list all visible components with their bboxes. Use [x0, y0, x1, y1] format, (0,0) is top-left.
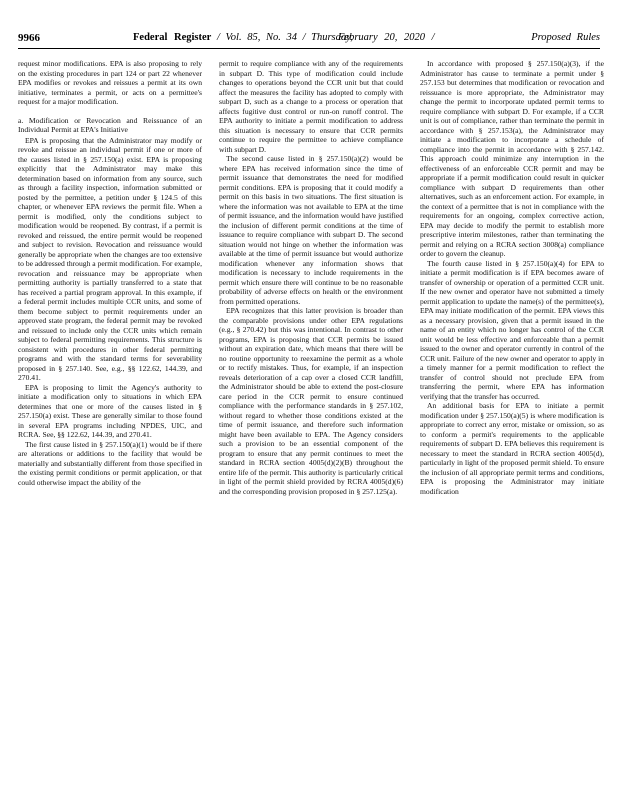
paragraph: The second cause listed in § 257.150(a)(2) would be where EPA has received information since the time of permit issuance that demonstrates the need for modified permit conditions. EPA is proposing that it could modify a permit on this basis in two situations. The first situation is where the information was not available to EPA at the time of permit issuance, and the information would have justified the inclusion of different permit conditions at the time of issuance to require compliance with subpart D. The second situation would not hinge on whether the information was available at the time of permit issuance but would authorize modification whenever any information shows that modification is necessary to include requirements in the permit which ensure there will continue to be no reasonable probability of adverse effects on health or the environment from permitted operations. [219, 154, 403, 306]
paragraph: The fourth cause listed in § 257.150(a)(4) for EPA to initiate a permit modification is if EPA becomes aware of transfer of ownership or operation of a permitted CCR unit. If the new owner and operator have not submitted a timely permit application to update the name(s) of the permittee(s), EPA may initiate modification of the permit. EPA views this as a necessary provision, given that a permit issued in the name of an entity which no longer has control of the CCR unit would be less effective and enforceable than a permit issued to the owner and operator currently in control of the CCR unit. Failure of the new owner and operator to apply in a timely manner for a permit modification to reflect the transfer of control should not preclude EPA from transferring the permit, where EPA has information verifying that the transfer has occurred. [420, 258, 604, 401]
volume-issue: / Vol. 85, No. 34 / Thursday, [217, 32, 353, 43]
issue-date: February 20, 2020 / [338, 32, 435, 43]
page-number: 9966 [18, 32, 40, 44]
paragraph: permit to require compliance with any of the requirements in subpart D. This type of modification could include changes to operations beyond the CCR unit but that could affect the measures the facility has adopted to comply with subpart D, such as a change to a process or operation that affects fugitive dust control or run-on runoff control. The EPA authority to initiate a permit modification to address this situation is necessary to ensure that CCR permits continue to require the permittee to achieve compliance with subpart D. [219, 59, 403, 154]
text-column-3 [420, 59, 604, 496]
section-heading: a. Modification or Revocation and Reissuance of an Individual Permit at EPA's Initiative [18, 115, 202, 134]
paragraph: EPA recognizes that this latter provision is broader than the comparable provisions under other EPA regulations (e.g., § 270.42) but this was intentional. In contrast to other programs, EPA is proposing that CCR permits be issued without an expiration date, which means that there will be no routine opportunity to reexamine the permit as a whole or to rectify mistakes. Thus, for example, if an inspection reveals deterioration of a cap over a closed CCR landfill, the Administrator should be able to extend the post-closure care period in the CCR permit to ensure continued compliance with the performance standards in § 257.102, without regard to whether those conditions existed at the time of permit issuance, and therefore such information might have been available to EPA. The Agency considers such a provision to be an essential component of the program to ensure that any permit continues to meet the standard in RCRA section 4005(d)(2)(B) throughout the entire life of the permit. This authority is particularly critical in light of the permit shield provided by RCRA 4005(d)(6) and the corresponding provision proposed in § 257.125(a). [219, 306, 403, 496]
publication-title: Federal Register [133, 32, 212, 43]
paragraph: In accordance with proposed § 257.150(a)(3), if the Administrator has cause to terminate a permit under § 257.153 but determines that modification or revocation and reissuance is more appropriate, the Administrator may change the permit to incorporate updated permit terms to require compliance with subpart D. For example, if a CCR unit is out of compliance, rather than terminate the permit in accordance with § 257.153(a), the Administrator may initiate a modification to incorporate a schedule of compliance into the permit in accordance with § 257.142. This approach could minimize any interruption in the effectiveness of an enforceable CCR permit and may be appropriate if a permit modification could result in quicker compliance with subpart D requirements than other alternatives, such as an enforcement action. For example, in the context of a permittee that is not in compliance with the requirements for an ongoing, complex corrective action, EPA may decide to modify the permit to establish more prescriptive interim milestones, rather than terminating the permit and relying on a RCRA section 3008(a) compliance order to govern the cleanup. [420, 59, 604, 258]
paragraph: An additional basis for EPA to initiate a permit modification under § 257.150(a)(5) is where modification is appropriate to correct any error, mistake or omission, so as to conform a permit's requirements to the applicable requirements of subpart D. EPA believes this requirement is necessary to meet the standard in RCRA section 4005(d), particularly in light of the proposed permit shield. To ensure the inclusion of all appropriate permit terms and conditions, EPA is proposing the Administrator may initiate modification [420, 401, 604, 496]
text-column-1 [18, 59, 202, 487]
paragraph: request minor modifications. EPA is also proposing to rely on the existing procedures in part 124 or part 22 whenever EPA modifies or revokes and reissues a permit at its own initiative, terminates a permit, or acts on a permittee's request for a major modification. [18, 59, 202, 106]
paragraph: EPA is proposing that the Administrator may modify or revoke and reissue an individual permit if one or more of the causes listed in § 257.150(a) exist. EPA is proposing explicitly that the Administrator may make this determination based on information from any source, such as through a facility inspection, information submitted or posted by the permittee, a petition under § 124.5 of this chapter, or whenever EPA reviews the permit file. When a permit is modified, only the conditions subject to modification would be reopened. By contrast, if a permit is revoked and reissued, the entire permit would be reopened and subject to revision. Revocation and reissuance would generally be appropriate when the changes are too extensive to be addressed through a permit modification. For example, revocation and reissuance may be appropriate when permitting authority is partially transferred to a state that has received a partial program approval. In this example, if a federal permit includes multiple CCR units, and some of them become subject to permit requirements under an approved state program, the federal permit may be revoked and reissued to include only the CCR units which remain subject to federal permitting requirements. This structure is consistent with procedures in other federal permitting programs and with the standard terms for severability proposed in § 257.140. See, e.g., §§ 122.62, 144.39, and 270.41. [18, 135, 202, 382]
paragraph: The first cause listed in § 257.150(a)(1) would be if there are alterations or additions to the facility that would be materially and substantially different from those specified in the existing permit conditions or permit application, or that could otherwise impact the ability of the [18, 439, 202, 487]
running-header [18, 30, 600, 49]
paragraph: EPA is proposing to limit the Agency's authority to initiate a modification only to situations in which EPA determines that one or more of the causes listed in § 257.150(a) exist. These are generally similar to those found in several EPA programs including NPDES, UIC, and RCRA. See, §§ 122.62, 144.39, and 270.41. [18, 382, 202, 439]
text-column-2 [219, 59, 403, 496]
section-category: Proposed Rules [531, 32, 600, 43]
